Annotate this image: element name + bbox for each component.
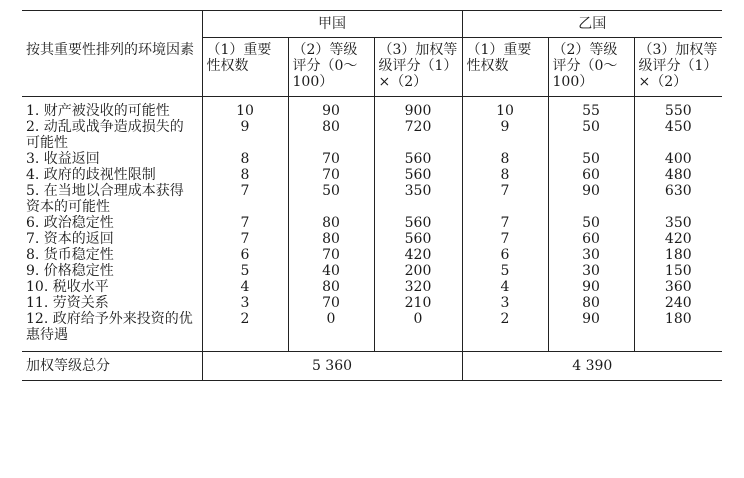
b-weight-cell: 8 bbox=[462, 151, 548, 167]
b-weighted-cell: 180 bbox=[634, 311, 722, 352]
factor-cell: 11. 劳资关系 bbox=[26, 295, 109, 311]
a-weight-cell: 6 bbox=[202, 247, 288, 263]
a-weight-cell: 8 bbox=[202, 151, 288, 167]
b-score-cell: 60 bbox=[548, 167, 634, 183]
table-row bbox=[22, 311, 722, 352]
b-score-cell: 90 bbox=[548, 279, 634, 295]
b-weight-cell: 10 bbox=[462, 97, 548, 120]
a-weight-cell: 7 bbox=[202, 231, 288, 247]
country-header-row bbox=[22, 11, 722, 38]
b-weight-cell: 3 bbox=[462, 295, 548, 311]
a-weight-cell: 8 bbox=[202, 167, 288, 183]
b-weighted-cell: 180 bbox=[634, 247, 722, 263]
factor-cell: 3. 收益返回 bbox=[26, 151, 100, 167]
a-weighted-cell: 210 bbox=[374, 295, 462, 311]
b-weighted-cell: 630 bbox=[634, 183, 722, 215]
factor-cell: 12. 政府给予外来投资的优惠待遇 bbox=[26, 311, 193, 343]
b-weight-cell: 6 bbox=[462, 247, 548, 263]
b-weight-cell: 4 bbox=[462, 279, 548, 295]
total-b: 4 390 bbox=[462, 352, 722, 381]
a-weighted-cell: 420 bbox=[374, 247, 462, 263]
a-weight-cell: 9 bbox=[202, 119, 288, 151]
a-weight-header: （1）重要性权数 bbox=[202, 38, 288, 97]
a-weighted-cell: 560 bbox=[374, 151, 462, 167]
b-score-cell: 55 bbox=[548, 97, 634, 120]
factor-cell: 7. 资本的返回 bbox=[26, 231, 114, 247]
b-score-cell: 60 bbox=[548, 231, 634, 247]
table-row bbox=[22, 279, 722, 295]
b-weighted-cell: 450 bbox=[634, 119, 722, 151]
evaluation-table bbox=[22, 10, 722, 381]
total-label: 加权等级总分 bbox=[22, 352, 202, 381]
b-weight-cell: 5 bbox=[462, 263, 548, 279]
b-score-cell: 50 bbox=[548, 151, 634, 167]
b-weighted-cell: 420 bbox=[634, 231, 722, 247]
b-weighted-cell: 480 bbox=[634, 167, 722, 183]
a-weight-cell: 2 bbox=[202, 311, 288, 352]
a-weighted-cell: 720 bbox=[374, 119, 462, 151]
a-weight-cell: 5 bbox=[202, 263, 288, 279]
a-weighted-cell: 320 bbox=[374, 279, 462, 295]
total-a: 5 360 bbox=[202, 352, 462, 381]
a-weight-cell: 10 bbox=[202, 97, 288, 120]
b-weighted-cell: 360 bbox=[634, 279, 722, 295]
b-weight-cell: 7 bbox=[462, 183, 548, 215]
country-b-heading: 乙国 bbox=[462, 11, 722, 38]
b-score-cell: 80 bbox=[548, 295, 634, 311]
table-row bbox=[22, 183, 722, 215]
b-score-cell: 30 bbox=[548, 247, 634, 263]
a-weighted-cell: 350 bbox=[374, 183, 462, 215]
b-weight-cell: 2 bbox=[462, 311, 548, 352]
factor-cell: 2. 动乱或战争造成损失的可能性 bbox=[26, 119, 184, 151]
a-score-cell: 80 bbox=[288, 215, 374, 231]
a-score-cell: 70 bbox=[288, 247, 374, 263]
a-weight-cell: 7 bbox=[202, 215, 288, 231]
a-score-cell: 0 bbox=[288, 311, 374, 352]
b-score-header: （2）等级评分（0～100） bbox=[548, 38, 634, 97]
factor-column-header: 按其重要性排列的环境因素 bbox=[22, 38, 202, 97]
b-score-cell: 90 bbox=[548, 183, 634, 215]
a-score-header: （2）等级评分（0～100） bbox=[288, 38, 374, 97]
a-score-cell: 80 bbox=[288, 119, 374, 151]
table-body bbox=[22, 97, 722, 352]
a-weight-cell: 3 bbox=[202, 295, 288, 311]
table-row bbox=[22, 167, 722, 183]
total-row bbox=[22, 352, 722, 381]
factor-cell: 1. 财产被没收的可能性 bbox=[26, 103, 170, 119]
b-weighted-header: （3）加权等级评分（1）×（2） bbox=[634, 38, 722, 97]
a-score-cell: 90 bbox=[288, 97, 374, 120]
a-weighted-cell: 560 bbox=[374, 167, 462, 183]
factor-cell: 6. 政治稳定性 bbox=[26, 215, 114, 231]
a-score-cell: 70 bbox=[288, 151, 374, 167]
a-weighted-cell: 900 bbox=[374, 97, 462, 120]
factor-cell: 8. 货币稳定性 bbox=[26, 247, 114, 263]
factor-cell: 9. 价格稳定性 bbox=[26, 263, 114, 279]
b-weight-cell: 7 bbox=[462, 215, 548, 231]
factor-cell: 10. 税收水平 bbox=[26, 279, 109, 295]
a-score-cell: 40 bbox=[288, 263, 374, 279]
a-score-cell: 50 bbox=[288, 183, 374, 215]
table-row bbox=[22, 231, 722, 247]
a-weighted-header: （3）加权等级评分（1）×（2） bbox=[374, 38, 462, 97]
b-weighted-cell: 150 bbox=[634, 263, 722, 279]
a-score-cell: 70 bbox=[288, 295, 374, 311]
b-weight-cell: 7 bbox=[462, 231, 548, 247]
column-header-row bbox=[22, 38, 722, 97]
b-score-cell: 30 bbox=[548, 263, 634, 279]
b-weighted-cell: 240 bbox=[634, 295, 722, 311]
table-row bbox=[22, 151, 722, 167]
a-score-cell: 80 bbox=[288, 231, 374, 247]
table-row bbox=[22, 263, 722, 279]
a-weight-cell: 7 bbox=[202, 183, 288, 215]
b-weight-cell: 9 bbox=[462, 119, 548, 151]
a-score-cell: 70 bbox=[288, 167, 374, 183]
a-weighted-cell: 560 bbox=[374, 215, 462, 231]
corner-cell bbox=[22, 11, 202, 38]
factor-cell: 5. 在当地以合理成本获得资本的可能性 bbox=[26, 183, 184, 215]
a-score-cell: 80 bbox=[288, 279, 374, 295]
table-row bbox=[22, 247, 722, 263]
a-weighted-cell: 560 bbox=[374, 231, 462, 247]
b-score-cell: 90 bbox=[548, 311, 634, 352]
factor-cell: 4. 政府的歧视性限制 bbox=[26, 167, 156, 183]
table-row bbox=[22, 119, 722, 151]
b-weighted-cell: 350 bbox=[634, 215, 722, 231]
b-score-cell: 50 bbox=[548, 215, 634, 231]
a-weight-cell: 4 bbox=[202, 279, 288, 295]
a-weighted-cell: 0 bbox=[374, 311, 462, 352]
country-a-heading: 甲国 bbox=[202, 11, 462, 38]
b-score-cell: 50 bbox=[548, 119, 634, 151]
b-weighted-cell: 550 bbox=[634, 97, 722, 120]
table-row bbox=[22, 295, 722, 311]
b-weight-header: （1）重要性权数 bbox=[462, 38, 548, 97]
b-weight-cell: 8 bbox=[462, 167, 548, 183]
b-weighted-cell: 400 bbox=[634, 151, 722, 167]
table-row bbox=[22, 215, 722, 231]
table-row bbox=[22, 97, 722, 120]
a-weighted-cell: 200 bbox=[374, 263, 462, 279]
